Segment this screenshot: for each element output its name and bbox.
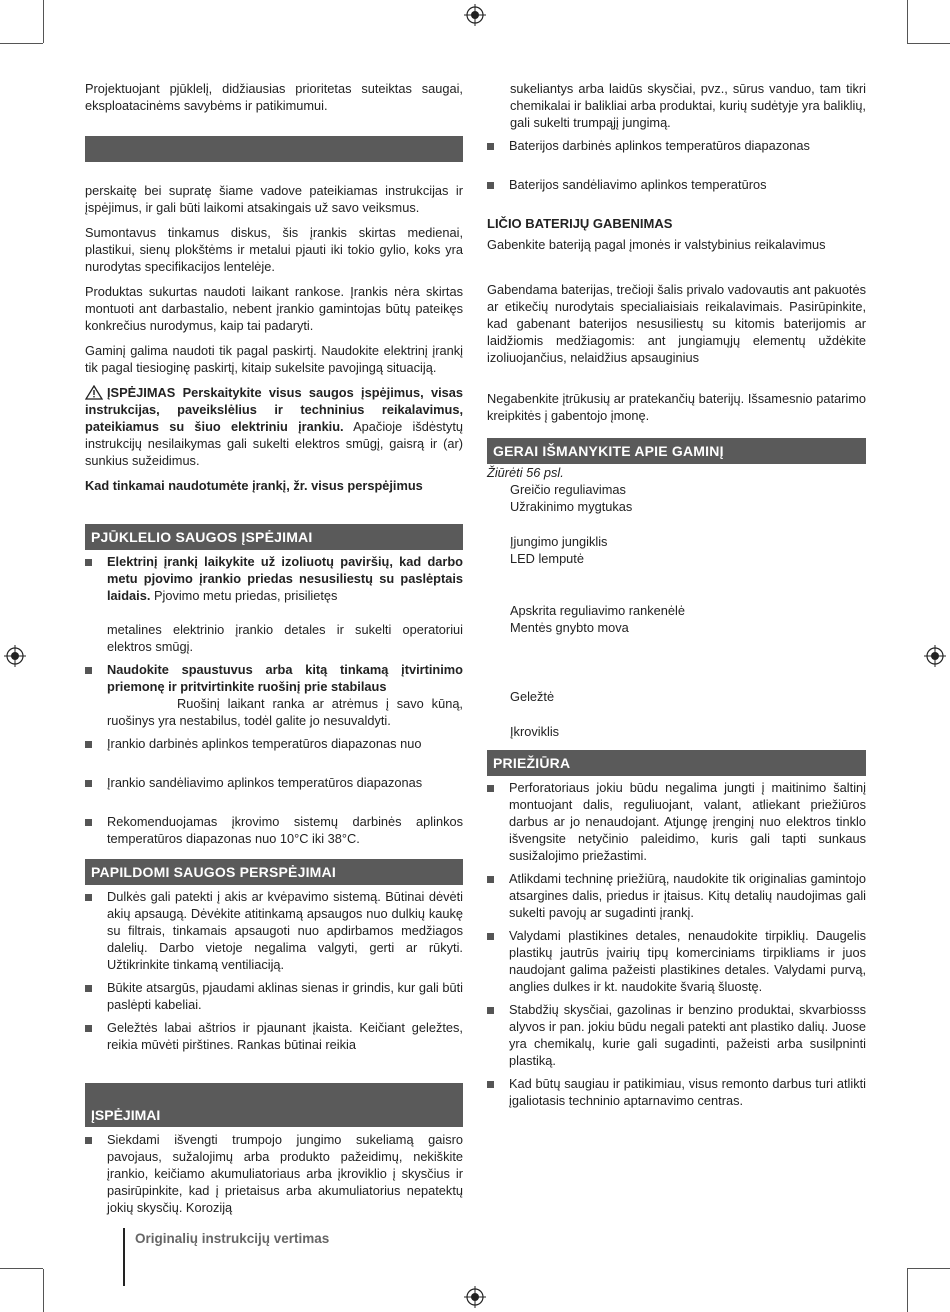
registration-mark-icon [4,645,26,667]
li-transport-title: LIČIO BATERIJŲ GABENIMAS [487,216,673,231]
section-header-know-product: GERAI IŠMANYKITE APIE GAMINĮ [487,438,866,464]
parts-list [487,481,866,740]
registration-mark-icon [464,1286,486,1308]
list-item: Naudokite spaustuvus arba kitą tinkamą įtvirtinimo priemonę ir pritvirtinkite ruošinį prie stabilaus Ruošinį laikant ranka ar atrėmus į savo kūną, ruošinys yra nestabilus, todėl galite jo nesuvaldyti. [85,661,463,729]
paragraph: Gabendama baterijas, trečioji šalis privalo vadovautis ant pakuotės ar etikečių nurodytais specialiaisiais reikalavimais. Pasirūpinkite, kad gabenant baterijos nesusiliestų su kitomis baterijomis ar laidžiomis medžiagomis: ant jungiamųjų elementų uždėkite izoliuojančius, nelaidžius apsauginius [487,282,866,365]
list-item: Siekdami išvengti trumpojo jungimo sukeliamą gaisro pavojaus, sužalojimų arba produkto pažeidimų, nekiškite įrankio, keičiamo akumuliatoriaus arba įkroviklio į skysčius ir pasirūpinkite, kad į prietaisus arba akumuliatorius nepatektų jokių skysčių. Koroziją [85,1131,463,1216]
crop-mark [0,43,43,44]
warning-bold-text: ĮSPĖJIMAS Perskaitykite visus saugos įspėjimus, visas instrukcijas, paveikslėlius ir techninius reikalavimus, pateikiamus su šiuo elektriniu įrankiu. [85,385,463,434]
list-item: Įrankio darbinės aplinkos temperatūros diapazonas nuo [85,735,463,752]
list-item: Įrankio sandėliavimo aplinkos temperatūros diapazonas [85,774,463,791]
blank-section-header [85,136,463,162]
part-label: LED lemputė [510,551,584,566]
intro-paragraph: Projektuojant pjūklelį, didžiausias prioritetas suteiktas saugai, eksploatacinėms savybėms ir patikimumui. [85,81,463,113]
registration-mark-icon [924,645,946,667]
crop-mark [0,1268,43,1269]
section-header-warnings: ĮSPĖJIMAI [85,1083,463,1127]
list-item: Būkite atsargūs, pjaudami aklinas sienas ir grindis, kur gali būti paslėpti kabeliai. [85,979,463,1013]
saw-safety-list [85,553,463,847]
crop-mark [43,0,44,43]
right-column [487,80,866,1115]
continued-paragraph: sukeliantys arba laidūs skysčiai, pvz., sūrus vanduo, tam tikri chemikalai ir balikliai arba produktai, kurių sudėtyje yra baliklių, gali sukelti trumpąjį jungimą. [510,81,866,130]
keep-note: Kad tinkamai naudotumėte įrankį, žr. visus perspėjimus [85,478,423,493]
list-item: Geležtės labai aštrios ir pjaunant įkaista. Keičiant geležtes, reikia mūvėti pirštines. Rankas būtinai reikia [85,1019,463,1053]
crop-mark [907,43,950,44]
part-label: Apskrita reguliavimo rankenėlė [510,603,685,618]
part-label: Geležtė [510,689,555,704]
battery-list [487,137,866,193]
crop-mark [43,1269,44,1312]
registration-mark-icon [464,4,486,26]
warning-paragraph [85,384,463,469]
additional-warnings-list [85,888,463,1053]
list-item: Elektrinį įrankį laikykite už izoliuotų paviršių, kad darbo metu pjovimo įrankio priedas nesusiliestų su paslėptais laidais. Pjovimo metu priedas, prisilietęs metalines elektrinio įrankio detales ir sukelti operatoriui elektros smūgį. [85,553,463,655]
list-item: Stabdžių skysčiai, gazolinas ir benzino produktai, skvarbiosss alyvos ir pan. jokiu būdu negali patekti ant plastiko dalių. Juose yra chemikalų, kurie gali sugadinti, pažeisti arba susilpninti plastiką. [487,1001,866,1069]
list-item: Rekomenduojamas įkrovimo sistemų darbinės aplinkos temperatūros diapazonas nuo 10°C iki 38°C. [85,813,463,847]
footer-rule [123,1228,125,1286]
paragraph: Negabenkite įtrūkusių ar pratekančių baterijų. Išsamesnio patarimo kreipkitės į gabentojo įmonę. [487,391,866,423]
list-item: Dulkės gali patekti į akis ar kvėpavimo sistemą. Būtinai dėvėti akių apsaugą. Dėvėkite atitinkamą apsaugos nuo dulkių kaukę su filtrais, tinkamais apsaugoti nuo apdirbamos medžiagos dalelių. Darbo vietoje negalima valgyti, gerti ar rūkyti. Užtikrinkite tinkamą ventiliaciją. [85,888,463,973]
paragraph: Produktas sukurtas naudoti laikant rankose. Įrankis nėra skirtas montuoti ant darbastalio, nebent įrankio gamintojas būtų pateikęs konkrečius nurodymus, kaip tai padaryti. [85,284,463,333]
paragraph: perskaitę bei supratę šiame vadove pateikiamas instrukcijas ir įspėjimus, ir gali būti laikomi atsakingais už savo veiksmus. [85,183,463,215]
warning-text: Apačioje išdėstytų instrukcijų nesilaikymas gali sukelti elektros smūgį, gaisrą ir (ar) sunkius sužeidimus. [85,419,463,468]
left-column [85,80,463,1222]
list-item: Baterijos darbinės aplinkos temperatūros diapazonas [487,137,866,154]
crop-mark [907,1269,908,1312]
section-header-additional-warnings: PAPILDOMI SAUGOS PERSPĖJIMAI [85,859,463,885]
see-page-note: Žiūrėti 56 psl. [487,465,564,480]
list-item: Atlikdami techninę priežiūrą, naudokite tik originalias gamintojo atsargines dalis, priedus ir įtaisus. Kitų detalių naudojimas gali sukelti pavojų ar sugadinti įrankį. [487,870,866,921]
warnings-list [85,1131,463,1216]
list-item: Baterijos sandėliavimo aplinkos temperatūros [487,176,866,193]
paragraph: Gaminį galima naudoti tik pagal paskirtį. Naudokite elektrinį įrankį tik pagal tiesioginę paskirtį, kitaip sukelsite pavojingą situaciją. [85,343,463,375]
list-item: Valydami plastikines detales, nenaudokite tirpiklių. Daugelis plastikų jautrūs įvairių tipų komerciniams tirpikliams ir juos naudojant galima pažeisti plastikines detales. Valydami purvą, anglies dulkes ir kt. naudokite švarią šluostę. [487,927,866,995]
section-header-saw-safety: PJŪKLELIO SAUGOS ĮSPĖJIMAI [85,524,463,550]
footer-text: Originalių instrukcijų vertimas [135,1231,330,1246]
warning-triangle-icon [85,385,103,400]
paragraph: Gabenkite bateriją pagal įmonės ir valstybinius reikalavimus [487,237,826,252]
crop-mark [907,1268,950,1269]
section-header-maintenance: PRIEŽIŪRA [487,750,866,776]
crop-mark [907,0,908,43]
list-item: Perforatoriaus jokiu būdu negalima jungti į maitinimo šaltinį montuojant dalis, reguliuojant, valant, atliekant priežiūros darbus ar jo nenaudojant. Atjungę įrenginį nuo elektros tinklo išvengsite netyčinio paleidimo, kuris gali tapti sunkaus susižalojimo priežastimi. [487,779,866,864]
part-label: Užrakinimo mygtukas [510,499,633,514]
list-item: Kad būtų saugiau ir patikimiau, visus remonto darbus turi atlikti įgaliotasis techninio aptarnavimo centras. [487,1075,866,1109]
paragraph: Sumontavus tinkamus diskus, šis įrankis skirtas medienai, plastikui, sienų plokštėms ir metalui pjauti iki tokio gylio, koks yra nurodytas specifikacijos lentelėje. [85,225,463,274]
part-label: Įjungimo jungiklis [510,534,608,549]
part-label: Greičio reguliavimas [510,482,626,497]
part-label: Mentės gnybto mova [510,620,629,635]
maintenance-list [487,779,866,1109]
part-label: Įkroviklis [510,724,560,739]
